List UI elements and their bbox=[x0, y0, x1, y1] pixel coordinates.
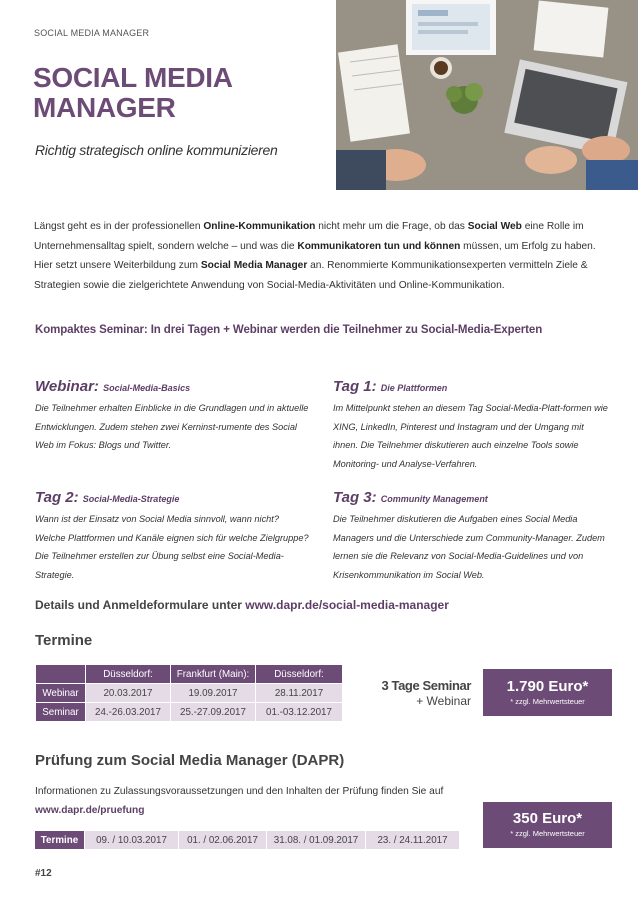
format-line: 3 Tage Seminar bbox=[381, 678, 471, 693]
block-text: Wann ist der Einsatz von Social Media sinnvoll, wann nicht? Welche Plattformen und Kanäle eignen sich für welche Zielgruppe? Die Teilnehmer erstellen zur Übung selbst eine Social-Media-Strategie. bbox=[35, 514, 309, 580]
block-text: Im Mittelpunkt stehen an diesem Tag Social-Media-Platt-formen wie XING, LinkedIn, Pinterest und Instagram und der Umgang mit ihnen. Die Teilnehmer diskutieren auch einzelne Tools sowie Monitoring- und Analyse-Verfahren. bbox=[333, 403, 608, 469]
date-cell: 23. / 24.11.2017 bbox=[366, 831, 460, 849]
block-subtitle: Social-Media-Basics bbox=[103, 383, 191, 393]
intro-highlight: Online-Kommunikation bbox=[203, 221, 316, 232]
table-cell: 20.03.2017 bbox=[86, 684, 171, 703]
table-row bbox=[36, 703, 343, 722]
block-tag2 bbox=[35, 488, 311, 584]
pruefung-body: Informationen zu Zulassungsvoraussetzungen und den Inhalten der Prüfung finden Sie auf bbox=[35, 786, 444, 797]
row-label: Webinar bbox=[36, 684, 86, 703]
price-note: * zzgl. Mehrwertsteuer bbox=[510, 829, 585, 838]
header-photo bbox=[336, 0, 638, 190]
block-heading bbox=[333, 488, 609, 509]
block-tag3 bbox=[333, 488, 609, 584]
page-title: SOCIAL MEDIA MANAGER bbox=[33, 62, 232, 123]
details-label: Details und Anmeldeformulare unter bbox=[35, 598, 246, 612]
pruefung-heading: Prüfung zum Social Media Manager (DAPR) bbox=[35, 752, 345, 769]
block-subtitle: Community Management bbox=[380, 494, 488, 504]
column-header: Frankfurt (Main): bbox=[171, 665, 256, 684]
block-subtitle: Die Plattformen bbox=[380, 383, 448, 393]
block-heading bbox=[333, 377, 609, 398]
block-heading bbox=[35, 377, 311, 398]
pruefung-text bbox=[35, 782, 465, 820]
intro-highlight: Social Web bbox=[467, 221, 522, 232]
block-title: Tag 1: bbox=[333, 378, 377, 395]
seminar-format bbox=[345, 678, 471, 708]
date-cell: 01. / 02.06.2017 bbox=[179, 831, 267, 849]
termine-table bbox=[35, 664, 343, 722]
pruefung-link[interactable]: www.dapr.de/pruefung bbox=[35, 805, 145, 816]
block-heading bbox=[35, 488, 311, 509]
table-row bbox=[36, 684, 343, 703]
date-cell: 09. / 10.03.2017 bbox=[85, 831, 179, 849]
block-subtitle: Social-Media-Strategie bbox=[82, 494, 180, 504]
page-number: #12 bbox=[35, 868, 52, 879]
table-cell: 01.-03.12.2017 bbox=[256, 703, 343, 722]
table-header-row bbox=[36, 665, 343, 684]
details-line bbox=[35, 598, 449, 612]
intro-text: Längst geht es in der professionellen bbox=[34, 221, 204, 232]
block-webinar bbox=[35, 377, 311, 455]
page-subtitle: Richtig strategisch online kommunizieren bbox=[35, 142, 278, 158]
table-corner bbox=[36, 665, 86, 684]
block-text: Die Teilnehmer erhalten Einblicke in die Grundlagen und in aktuelle Entwicklungen. Zudem stehen zwei Kerninst-rumente des Social Web im Fokus: Blogs und Twitter. bbox=[35, 403, 309, 450]
price-badge-pruefung bbox=[483, 802, 612, 848]
price-amount: 350 Euro* bbox=[512, 810, 583, 827]
date-cell: 31.08. / 01.09.2017 bbox=[267, 831, 366, 849]
table-cell: 25.-27.09.2017 bbox=[171, 703, 256, 722]
block-tag1 bbox=[333, 377, 609, 473]
table-cell: 24.-26.03.2017 bbox=[86, 703, 171, 722]
intro-paragraph bbox=[34, 217, 606, 295]
block-title: Webinar: bbox=[35, 378, 99, 395]
column-header: Düsseldorf: bbox=[256, 665, 343, 684]
format-line: + Webinar bbox=[416, 694, 471, 708]
row-label: Termine bbox=[35, 831, 85, 849]
intro-text: eine Rolle im Unternehmensalltag spielt, sondern welche – und was die bbox=[34, 221, 584, 252]
desk-photo-illustration bbox=[336, 0, 638, 190]
pruefung-dates-row bbox=[35, 831, 460, 849]
column-header: Düsseldorf: bbox=[86, 665, 171, 684]
details-link[interactable]: www.dapr.de/social-media-manager bbox=[245, 598, 449, 612]
intro-highlight: Social Media Manager bbox=[200, 260, 308, 271]
row-label: Seminar bbox=[36, 703, 86, 722]
block-title: Tag 2: bbox=[35, 489, 79, 506]
table-cell: 28.11.2017 bbox=[256, 684, 343, 703]
intro-text: müssen, um Erfolg zu haben. Hier setzt unsere Weiterbildung zum bbox=[34, 240, 596, 271]
price-badge-seminar bbox=[483, 669, 612, 716]
table-cell: 19.09.2017 bbox=[171, 684, 256, 703]
intro-text: nicht mehr um die Frage, ob das bbox=[315, 221, 468, 232]
section-kicker: SOCIAL MEDIA MANAGER bbox=[34, 28, 150, 38]
block-text: Die Teilnehmer diskutieren die Aufgaben eines Social Media Managers und die Unterschiede zum Community-Manager. Zudem lernen sie die Relevanz von Social-Media-Guidelines und von Krisenkommunikation im Social Web. bbox=[333, 514, 605, 580]
seminar-tagline: Kompaktes Seminar: In drei Tagen + Webinar werden die Teilnehmer zu Social-Media-Experten bbox=[35, 324, 543, 336]
intro-text: an. Renommierte Kommunikationsexperten vermitteln Ziele & Strategien sowie die zielgerichtete Anwendung von Social-Media-Aktivitäten und Online-Kommunikation. bbox=[34, 260, 588, 291]
price-note: * zzgl. Mehrwertsteuer bbox=[510, 697, 585, 706]
termine-heading: Termine bbox=[35, 632, 93, 649]
block-title: Tag 3: bbox=[333, 489, 377, 506]
intro-highlight: Kommunikatoren tun und können bbox=[297, 240, 461, 252]
price-amount: 1.790 Euro* bbox=[506, 678, 589, 695]
